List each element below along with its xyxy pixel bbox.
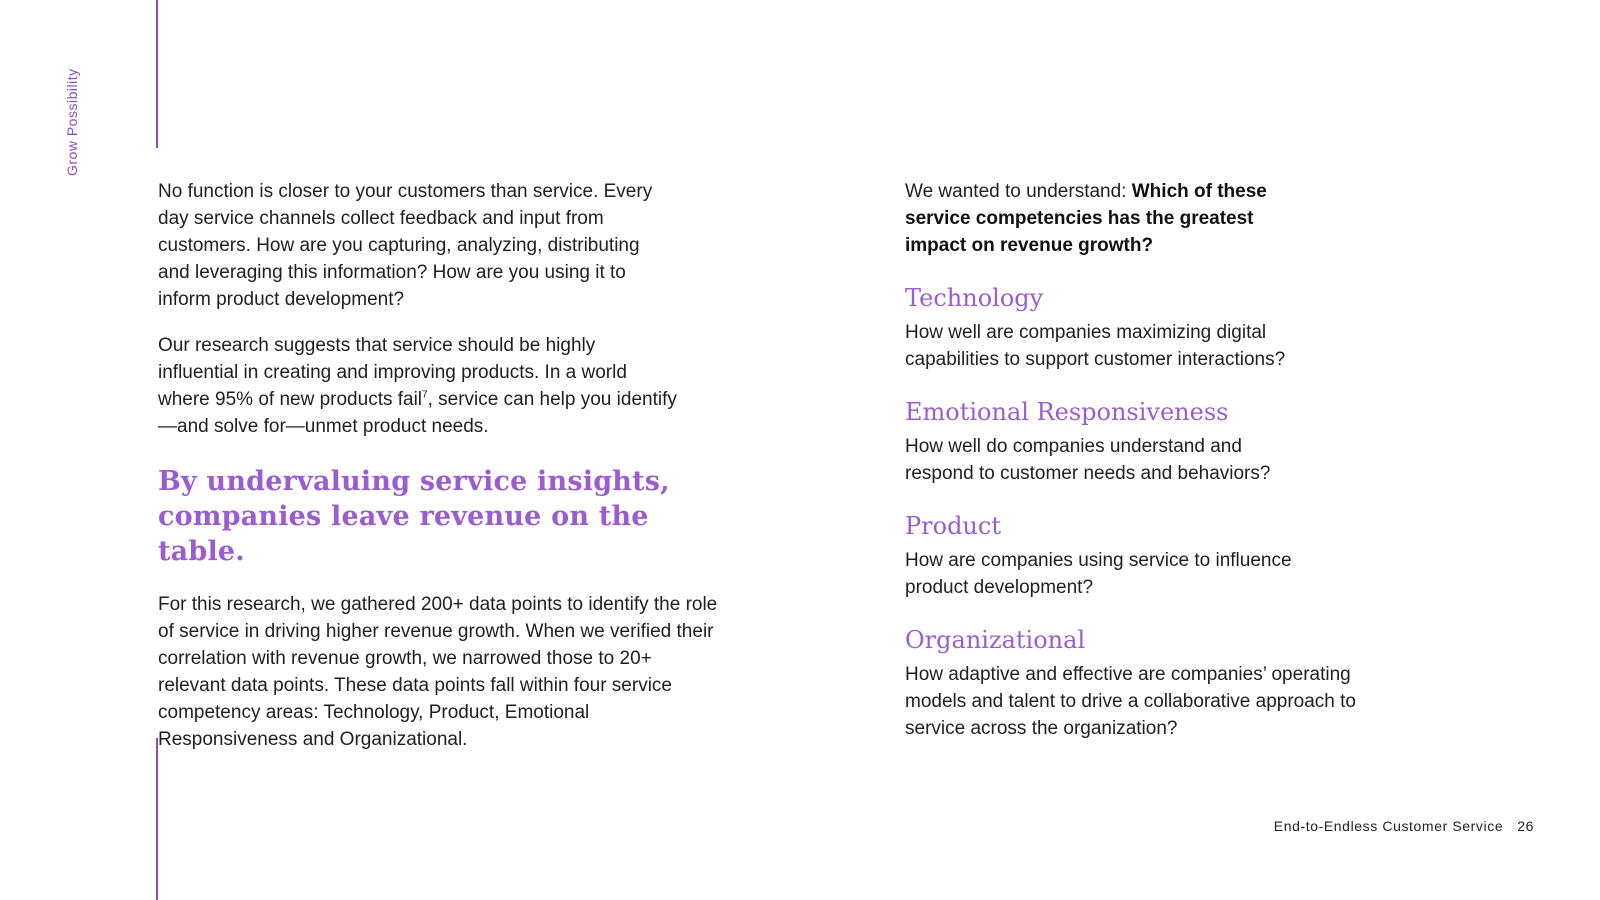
- divider-top: [156, 0, 158, 148]
- divider-bottom: [156, 738, 158, 900]
- competency-organizational: [905, 625, 1395, 742]
- research-text-start: Our research suggests that service should be highly influential in creating and improving products. In a world where 95% of new products fail: [158, 335, 627, 410]
- right-column: [905, 178, 1395, 766]
- research-paragraph: [158, 332, 678, 440]
- section-label: Grow Possibility: [64, 68, 80, 176]
- competency-question: How well are companies maximizing digital capabilities to support customer interactions?: [905, 322, 1286, 370]
- competency-technology: [905, 283, 1395, 373]
- competency-title: Emotional Responsiveness: [905, 398, 1229, 426]
- competency-question: How adaptive and effective are companies’ operating models and talent to drive a collaborative approach to service across the organization?: [905, 664, 1356, 739]
- competency-question: How well do companies understand and respond to customer needs and behaviors?: [905, 436, 1271, 484]
- pull-quote: By undervaluing service insights, companies leave revenue on the table.: [158, 466, 670, 567]
- intro-paragraph: No function is closer to your customers than service. Every day service channels collect feedback and input from customers. How are you capturing, analyzing, distributing and leveraging this information? How are you using it to inform product development?: [158, 181, 653, 310]
- footnote-ref: 7: [422, 389, 428, 401]
- document-title: End-to-Endless Customer Service: [1273, 818, 1504, 834]
- left-column: [158, 178, 738, 753]
- competency-title: Technology: [905, 284, 1044, 312]
- research-question: [905, 178, 1305, 259]
- research-text-end: , service can help you identify—and solve for—unmet product needs.: [158, 389, 677, 437]
- methodology-paragraph: For this research, we gathered 200+ data points to identify the role of service in driving higher revenue growth. When we verified their correlation with revenue growth, we narrowed those to 20+ relevant data points. These data points fall within four service competency areas: Technology, Product, Emotional Responsiveness and Organizational.: [158, 594, 718, 750]
- competency-title: Product: [905, 512, 1001, 540]
- competency-question: How are companies using service to influence product development?: [905, 550, 1292, 598]
- page-number: 26: [1517, 818, 1534, 834]
- page-footer: [1274, 818, 1534, 834]
- question-lead: We wanted to understand:: [905, 181, 1132, 202]
- competency-emotional-responsiveness: [905, 397, 1395, 487]
- question-bold: Which of these service competencies has the greatest impact on revenue growth?: [905, 181, 1267, 256]
- competency-product: [905, 511, 1395, 601]
- competency-title: Organizational: [905, 626, 1086, 654]
